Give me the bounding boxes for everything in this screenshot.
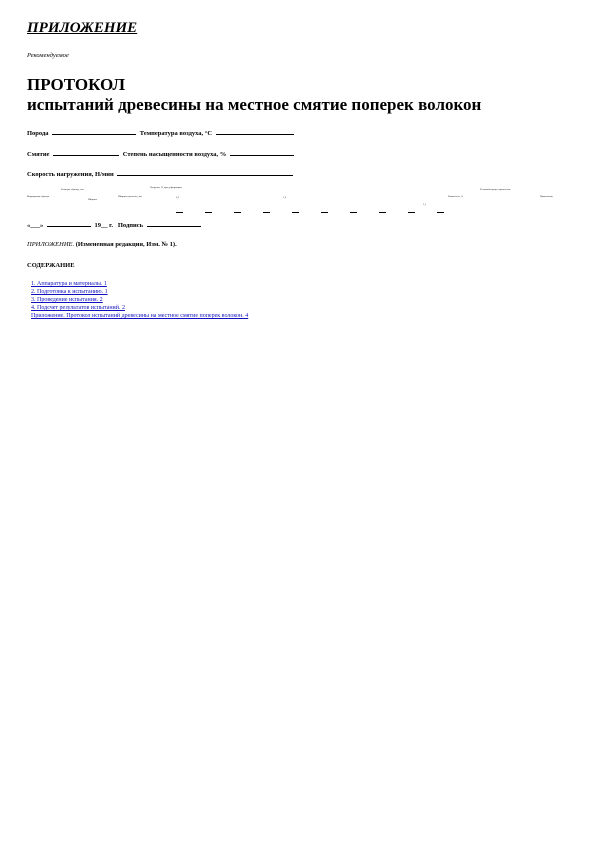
amendment-note: [27, 241, 177, 248]
breed-blank: [52, 127, 136, 135]
toc-title: СОДЕРЖАНИЕ: [27, 262, 75, 269]
dash: [292, 211, 299, 213]
table-col-note: Примечание: [540, 195, 554, 198]
dash: [176, 211, 183, 213]
dash: [350, 211, 357, 213]
table-small-1: 0,5: [176, 196, 180, 199]
speed-label: Скорость нагружения, Н/мин: [27, 171, 114, 178]
sign-label: Подпись: [117, 222, 144, 229]
dash: [379, 211, 386, 213]
note-italic: ПРИЛОЖЕНИЕ.: [27, 241, 75, 248]
air-temp-label: Температура воздуха, °С: [139, 130, 213, 137]
crush-label: Смятие: [27, 151, 50, 158]
recommended-label: Рекомендуемое: [27, 52, 69, 59]
humidity-blank: [230, 148, 294, 156]
toc-link-3[interactable]: 3. Проведение испытания. 2: [31, 297, 103, 303]
table-dash-row: [176, 200, 462, 218]
dash: [205, 211, 212, 213]
appendix-heading: ПРИЛОЖЕНИЕ: [27, 20, 138, 36]
toc-link-1[interactable]: 1. Аппаратура и материалы. 1: [31, 281, 107, 287]
dash: [408, 211, 415, 213]
table-col-sizes: Размеры образца, мм: [61, 188, 84, 191]
dash: [437, 211, 444, 213]
note-text: (Измененная редакция, Изм. № 1).: [75, 241, 177, 248]
year: 19__ г.: [94, 222, 113, 229]
table-col-humidity: Влажность, %: [448, 195, 464, 198]
breed-row: [27, 127, 296, 137]
date-prefix: «___»: [27, 222, 44, 229]
protocol-title: ПРОТОКОЛ: [27, 75, 126, 94]
toc-link-5[interactable]: Приложение. Протокол испытаний древесины на местное смятие поперек волокон. 4: [31, 313, 249, 319]
crush-blank: [53, 148, 119, 156]
breed-label: Порода: [27, 130, 49, 137]
signature-row: [27, 219, 203, 229]
table-col-load: Нагрузка, Н, при деформации: [150, 186, 182, 189]
humidity-label: Степень насыщенности воздуха, %: [122, 151, 227, 158]
table-col-marking: Маркировка образца: [27, 195, 50, 198]
toc-link-2[interactable]: 2. Подготовка к испытанию. 1: [31, 289, 108, 295]
table-col-punch: Ширина пуансона, мм: [118, 195, 142, 198]
protocol-subtitle: испытаний древесины на местное смятие поперек волокон: [27, 95, 482, 114]
toc-link-4[interactable]: 4. Подсчет результатов испытаний. 2: [31, 305, 125, 311]
speed-row: [27, 168, 295, 178]
speed-blank: [117, 168, 293, 176]
table-col-strength: Условный предел прочности: [480, 188, 511, 191]
table-small-2: 1,0: [283, 196, 287, 199]
dash: [321, 211, 328, 213]
table-small-3: 1,5: [423, 203, 427, 206]
dash: [234, 211, 241, 213]
air-temp-blank: [216, 127, 294, 135]
table-col-width: Ширина: [88, 198, 97, 201]
crush-row: [27, 148, 296, 158]
sign-blank: [147, 219, 201, 227]
dash: [263, 211, 270, 213]
date-blank: [47, 219, 91, 227]
